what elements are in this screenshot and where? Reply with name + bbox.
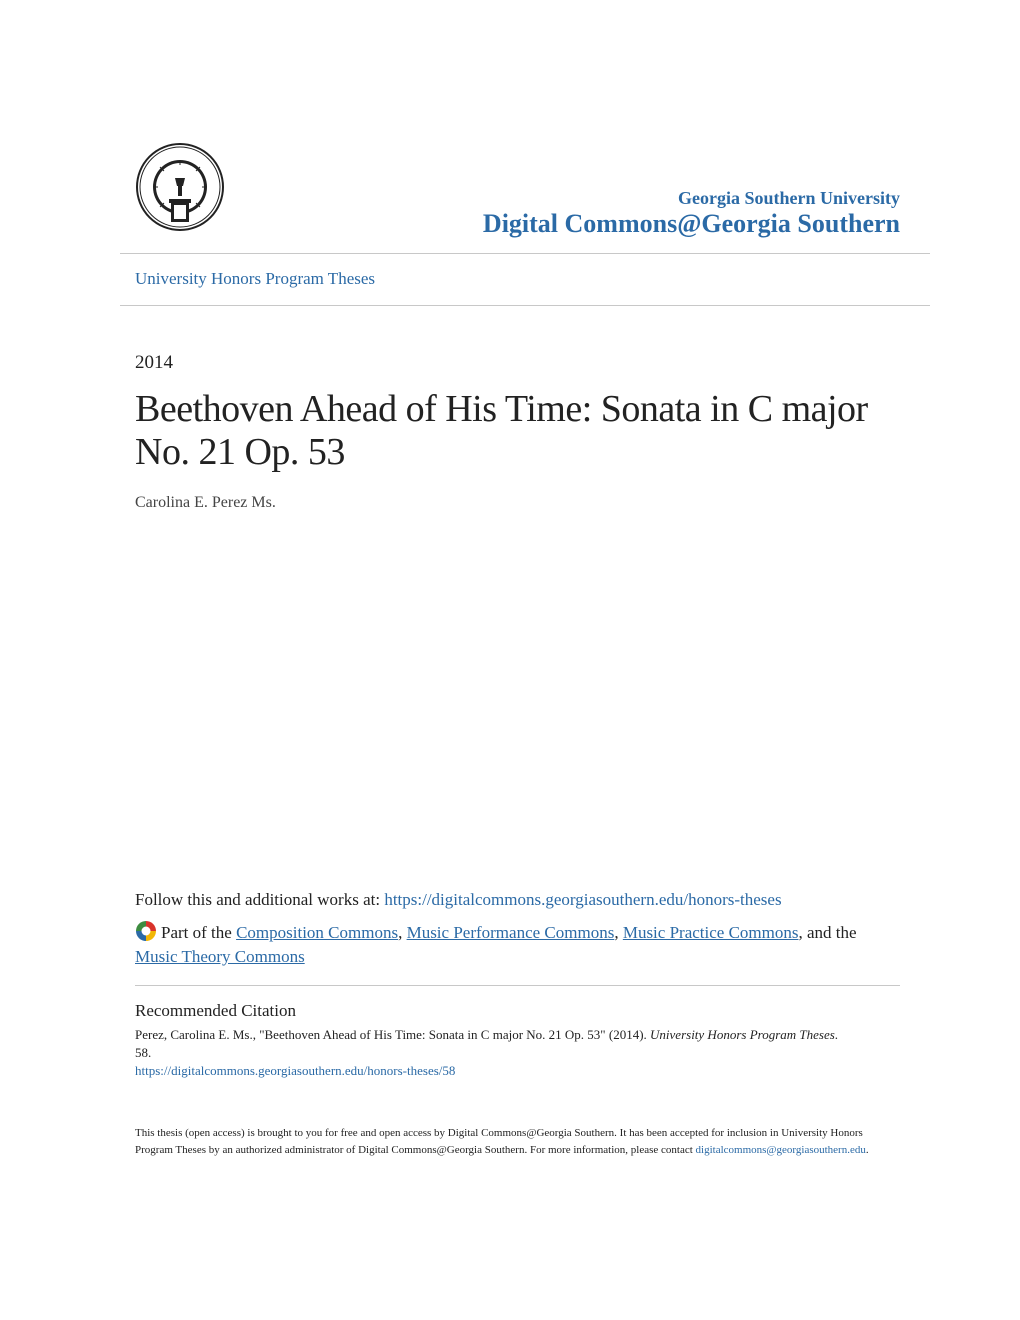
citation-url-link[interactable]: https://digitalcommons.georgiasouthern.edu/honors-theses/58 [135,1063,456,1078]
commons-link-composition[interactable]: Composition Commons [236,923,399,942]
notice-text: This thesis (open access) is brought to you for free and open access by Digital Commons@Georgia Southern. It has been accepted for inclusion in University Honors Program Theses by an authorized administrator of Digital Commons@Georgia Southern. For more information, please contact [135,1127,863,1156]
header-divider [120,253,930,254]
publication-year: 2014 [135,352,173,373]
citation-text: Perez, Carolina E. Ms., "Beethoven Ahead of His Time: Sonata in C major No. 21 Op. 53" (2014). [135,1027,651,1042]
citation-divider [135,985,900,986]
commons-separator: , [614,923,623,942]
citation-heading: Recommended Citation [135,1001,296,1020]
university-seal-logo [135,142,225,232]
series-divider [120,305,930,306]
bepress-network-icon [135,920,157,942]
commons-link-music-practice[interactable]: Music Practice Commons [622,923,799,942]
and-the-text: , and the [798,923,857,942]
follow-label: Follow this and additional works at: [135,890,385,909]
repository-name[interactable]: Digital Commons@Georgia Southern [482,209,900,238]
citation-series: University Honors Program Theses [650,1027,835,1042]
paper-title: Beethoven Ahead of His Time: Sonata in C major No. 21 Op. 53 [135,388,868,473]
access-notice [135,1125,875,1159]
commons-link-music-theory[interactable]: Music Theory Commons [135,947,305,966]
notice-end: . [865,1144,869,1156]
part-of-prefix: Part of the [161,923,237,942]
commons-link-music-performance[interactable]: Music Performance Commons [406,923,615,942]
follow-line [135,890,782,910]
paper-author: Carolina E. Perez Ms. [135,494,276,511]
university-name[interactable]: Georgia Southern University [678,188,900,208]
citation-body [135,1026,875,1080]
part-of-commons [135,920,895,969]
commons-separator: , [398,923,407,942]
series-link[interactable]: University Honors Program Theses [135,269,376,288]
follow-url-link[interactable]: https://digitalcommons.georgiasouthern.edu/honors-theses [384,890,782,909]
citation-number: 58. [135,1045,152,1060]
contact-email-link[interactable]: digitalcommons@georgiasouthern.edu [695,1144,866,1156]
citation-period: . [834,1027,839,1042]
